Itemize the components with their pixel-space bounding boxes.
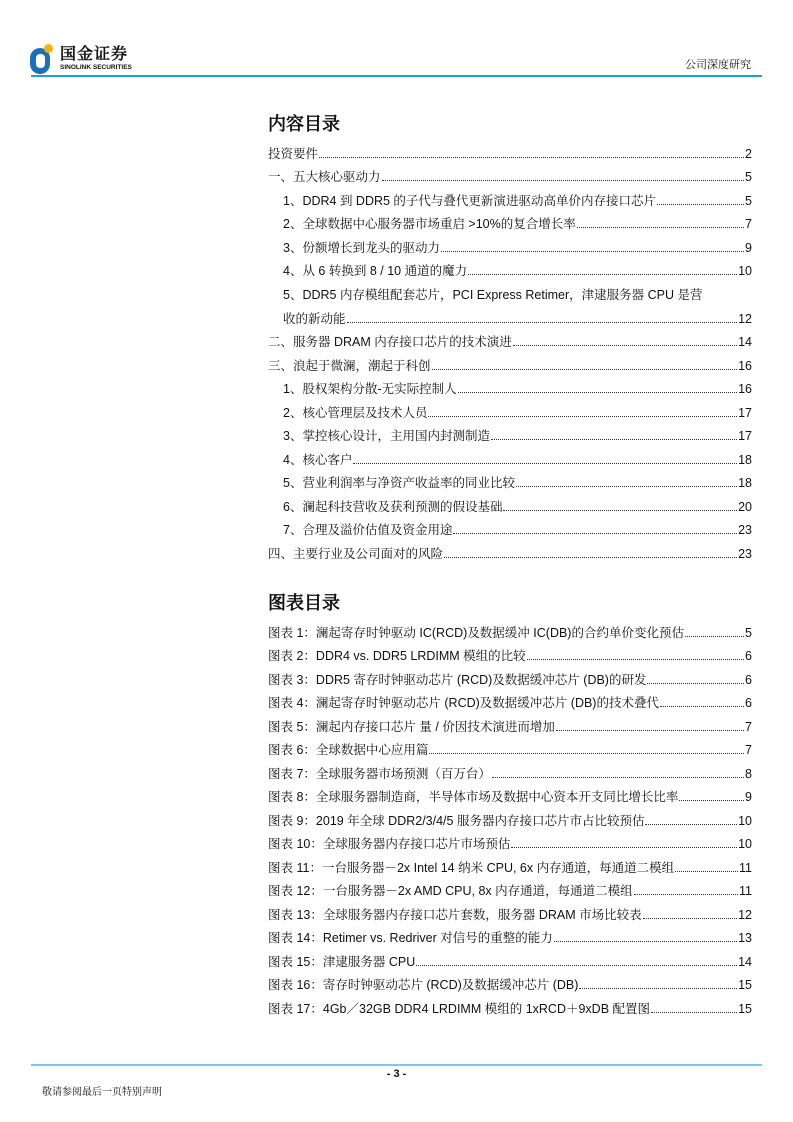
dot-leader [634,894,738,895]
entry-label: 4、从 6 转换到 8 / 10 通道的魔力 [283,264,468,278]
logo-icon [30,44,54,74]
figure-entry[interactable] [268,900,752,924]
toc-entry[interactable] [268,139,752,163]
dot-leader [554,941,737,942]
dot-leader [416,965,737,966]
entry-label: 四、主要行业及公司面对的风险 [268,546,444,561]
dot-leader [492,777,744,778]
toc-entry[interactable] [268,469,752,493]
dot-leader [516,486,737,487]
entry-label: 图表 3：DDR5 寄存时钟驱动芯片 (RCD)及数据缓冲芯片 (DB)的研发 [268,672,647,687]
entry-page: 23 [738,523,752,537]
entry-label: 2、核心管理层及技术人员 [283,405,428,420]
dot-leader [647,683,744,684]
dot-leader [643,918,737,919]
toc-entry[interactable] [268,186,752,210]
dot-leader [527,659,744,660]
toc-title: 内容目录 [268,114,340,135]
dot-leader [319,157,744,158]
footer-divider [31,1064,762,1066]
entry-label: 1、DDR4 到 DDR5 的子代与叠代更新演进驱动高单价内存接口芯片 [283,193,656,208]
entry-page: 9 [745,240,752,255]
entry-label: 图表 6：全球数据中心应用篇 [268,743,429,757]
toc-entry[interactable] [268,539,752,563]
entry-label: 图表 1：澜起寄存时钟驱动 IC(RCD)及数据缓冲 IC(DB)的合约单价变化预估 [268,625,684,640]
entry-page: 15 [738,1001,752,1016]
dot-leader [679,800,744,801]
entry-page: 6 [745,696,752,710]
entry-page: 12 [738,311,752,326]
dot-leader [511,847,737,848]
entry-label: 图表 13：全球服务器内存接口芯片套数，服务器 DRAM 市场比较表 [268,907,642,922]
entry-page: 20 [738,499,752,514]
entry-label: 图表 15：津逮服务器 CPU [268,954,416,969]
entry-page: 5 [745,170,752,184]
dot-leader [513,345,737,346]
entry-page: 17 [738,405,752,420]
figure-entry[interactable] [268,877,752,901]
entry-page: 6 [745,672,752,687]
figures-title: 图表目录 [268,593,340,614]
entry-page: 11 [739,860,752,875]
dot-leader [657,204,744,205]
entry-label: 图表 12：一台服务器－2x AMD CPU, 8x 内存通道，每通道二模组 [268,884,633,898]
header-divider [31,75,762,77]
dot-leader [458,392,737,393]
entry-page: 18 [738,476,752,490]
figure-entry[interactable] [268,736,752,760]
entry-label: 图表 4：澜起寄存时钟驱动芯片 (RCD)及数据缓冲芯片 (DB)的技术叠代 [268,696,659,710]
dot-leader [645,824,737,825]
page-number: - 3 - [386,1068,407,1080]
dot-leader [579,988,737,989]
figure-entry[interactable] [268,712,752,736]
entry-label: 3、掌控核心设计，主用国内封测制造 [283,429,490,443]
toc-entry[interactable] [268,492,752,516]
dot-leader [556,730,744,731]
entry-label: 3、份额增长到龙头的驱动力 [283,240,440,255]
entry-label: 图表 11：一台服务器－2x Intel 14 纳米 CPU, 6x 内存通道，每通道二模组 [268,860,675,875]
toc-entry[interactable] [268,351,752,375]
entry-label: 图表 10：全球服务器内存接口芯片市场预估 [268,837,511,851]
entry-label: 6、澜起科技营收及获利预测的假设基础 [283,499,503,514]
entry-page: 7 [745,743,752,757]
table-of-contents [268,111,752,563]
dot-leader [577,227,744,228]
dot-leader [429,753,744,754]
toc-entry[interactable] [268,328,752,352]
company-logo [30,44,132,74]
figure-entry[interactable] [268,665,752,689]
entry-label: 1、股权架构分散-无实际控制人 [283,382,457,396]
entry-label: 图表 17：4Gb／32GB DDR4 LRDIMM 模组的 1xRCD＋9xDB 配置图 [268,1001,651,1016]
entry-label: 二、服务器 DRAM 内存接口芯片的技术演进 [268,335,512,349]
entry-page: 13 [738,931,752,945]
entry-label: 7、合理及溢价估值及资金用途 [283,523,453,537]
dot-leader [453,533,737,534]
entry-page: 6 [745,649,752,663]
toc-entry[interactable] [268,257,752,281]
entry-label: 图表 9：2019 年全球 DDR2/3/4/5 服务器内存接口芯片市占比较预估 [268,813,645,828]
entry-page: 10 [738,837,752,851]
figure-entry[interactable] [268,806,752,830]
entry-page: 7 [745,217,752,231]
dot-leader [503,510,737,511]
toc-entry[interactable] [268,516,752,540]
entry-label: 图表 8：全球服务器制造商，半导体市场及数据中心资本开支同比增长比率 [268,790,679,804]
figure-index [268,590,752,1018]
dot-leader [651,1012,737,1013]
entry-label: 5、DDR5 内存模组配套芯片，PCI Express Retimer，津逮服务器 CPU 是营 [283,288,703,302]
toc-entry[interactable] [268,375,752,399]
entry-page: 16 [738,382,752,396]
dot-leader [468,274,737,275]
entry-page: 2 [745,146,752,161]
toc-entry[interactable] [268,445,752,469]
entry-label: 5、营业利润率与净资产收益率的同业比较 [283,476,515,490]
document-type: 公司深度研究 [685,58,751,71]
disclaimer: 敬请参阅最后一页特别声明 [42,1087,162,1098]
toc-entry[interactable] [268,163,752,187]
figure-entry[interactable] [268,947,752,971]
figure-entry[interactable] [268,924,752,948]
entry-page: 9 [745,790,752,804]
entry-label: 三、浪起于微澜，潮起于科创 [268,358,431,373]
dot-leader [347,322,738,323]
entry-page: 10 [738,264,752,278]
toc-entry[interactable] [268,233,752,257]
entry-label: 4、核心客户 [283,452,353,467]
entry-page: 18 [738,452,752,467]
toc-entry-continued[interactable] [268,304,752,328]
toc-entry[interactable] [268,280,752,304]
dot-leader [491,439,737,440]
dot-leader [432,369,738,370]
entry-page: 5 [745,193,752,208]
toc-entry[interactable] [268,422,752,446]
entry-page: 23 [738,546,752,561]
figure-entry[interactable] [268,642,752,666]
entry-page: 14 [738,954,752,969]
logo-cn: 国金证券 [60,46,129,63]
dot-leader [444,557,737,558]
toc-entry[interactable] [268,210,752,234]
figure-entry[interactable] [268,830,752,854]
dot-leader [441,251,744,252]
entry-page: 15 [738,978,752,992]
figure-entry[interactable] [268,971,752,995]
entry-page: 5 [745,625,752,640]
entry-label: 一、五大核心驱动力 [268,170,381,184]
entry-label: 图表 16：寄存时钟驱动芯片 (RCD)及数据缓冲芯片 (DB) [268,978,579,992]
logo-en: SINOLINK SECURITIES [60,64,132,71]
figure-entry[interactable] [268,618,752,642]
entry-label: 图表 14：Retimer vs. Redriver 对信号的重整的能力 [268,931,553,945]
entry-page: 14 [738,335,752,349]
figure-entry[interactable] [268,689,752,713]
entry-page: 8 [745,766,752,781]
entry-page: 16 [738,358,752,373]
figure-entry[interactable] [268,783,752,807]
entry-label: 收的新动能 [283,311,346,326]
entry-page: 7 [745,719,752,734]
entry-label: 图表 2：DDR4 vs. DDR5 LRDIMM 模组的比较 [268,649,526,663]
figure-entry[interactable] [268,853,752,877]
entry-label: 投资要件 [268,146,319,161]
dot-leader [675,871,738,872]
figure-entry[interactable] [268,994,752,1018]
entry-page: 10 [738,813,752,828]
entry-label: 图表 7：全球服务器市场预测（百万台） [268,766,491,781]
entry-page: 17 [738,429,752,443]
dot-leader [382,180,745,181]
dot-leader [353,463,737,464]
entry-label: 图表 5：澜起内存接口芯片 量 / 价因技术演进而增加 [268,719,555,734]
dot-leader [660,706,744,707]
toc-entry[interactable] [268,398,752,422]
dot-leader [685,636,744,637]
dot-leader [428,416,737,417]
entry-page: 12 [738,907,752,922]
entry-label: 2、全球数据中心服务器市场重启 >10%的复合增长率 [283,217,576,231]
figure-entry[interactable] [268,759,752,783]
entry-page: 11 [739,884,752,898]
